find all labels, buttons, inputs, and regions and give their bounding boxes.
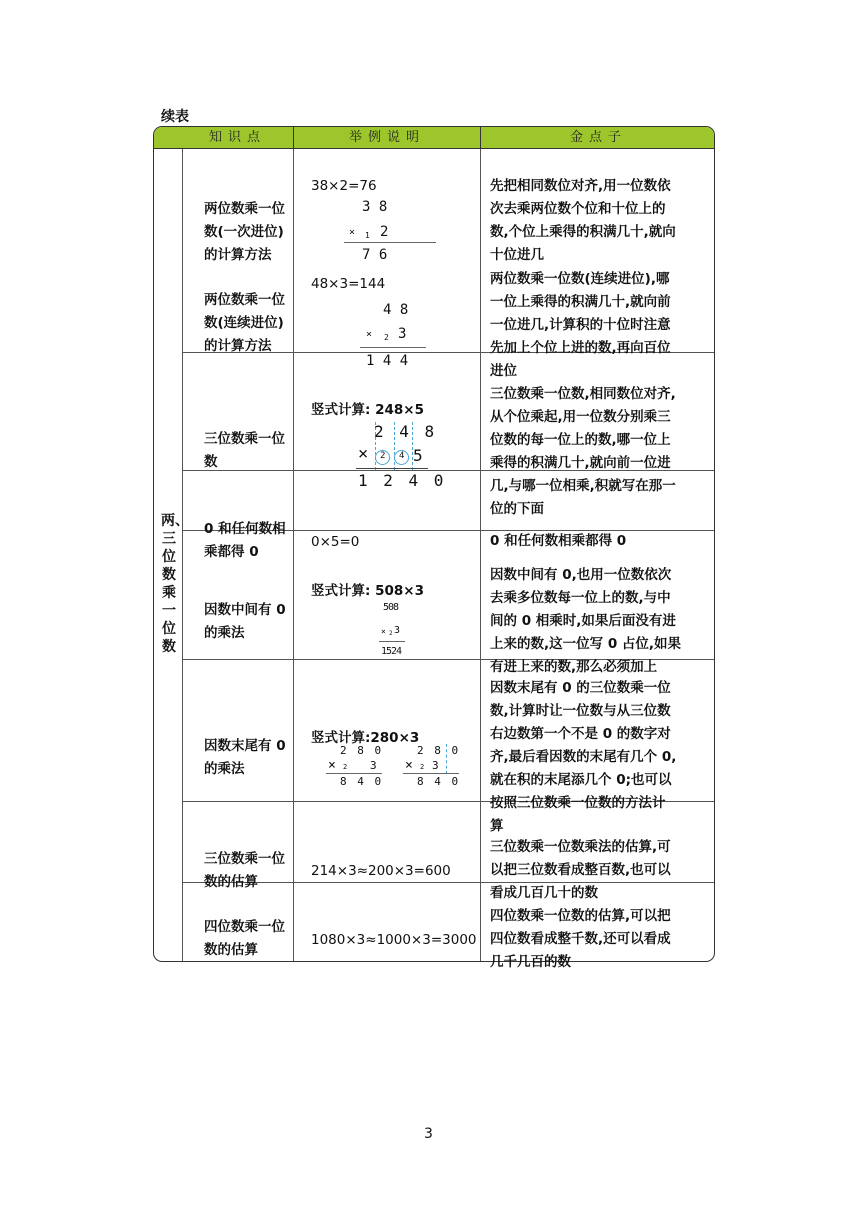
topic-r2-line1: 两位数乘一位 [204,292,285,308]
page-number: 3 [424,1126,433,1142]
tip-r2-line1: 两位数乘一位数(连续进位),哪 [490,271,670,287]
calc3-result: 1 2 4 0 [358,471,447,490]
topic-r3-line2: 数 [204,454,218,470]
topic-r2-line3: 的计算方法 [204,338,272,354]
topic-r8-line1: 四位数乘一位 [204,919,285,935]
calc5-result: 8 4 0 [340,775,384,788]
topic-r7-line1: 三位数乘一位 [204,851,285,867]
calc4-carry: 2 [389,630,393,637]
tip-r3-line3: 位数的每一位上的数,哪一位上 [490,432,671,448]
calc2-mul: × [366,329,373,340]
example-r3: 竖式计算: 248×5 [311,402,424,418]
tip-r2-line5: 进位 [490,363,517,379]
calc4-bottom: 3 [394,625,401,636]
tip-r8-line3: 几千几百的数 [490,954,571,970]
header-example: 举例说明 [348,130,425,145]
category-column [154,149,189,961]
tip-r8-line1: 四位数乘一位数的估算,可以把 [490,908,671,924]
tip-r6-line7: 算 [490,818,504,834]
topic-r1-line2: 数(一次进位) [204,224,284,240]
calc5-carry: 2 [343,763,348,771]
divider [293,149,294,962]
topic-r6-line1: 因数末尾有 0 [204,738,286,754]
tip-r5-line2: 去乘多位数每一位上的数,与中 [490,590,671,606]
calc6-bottom: 3 [432,759,439,772]
tip-r3-line4: 乘得的积满几十,就向前一位进 [490,455,671,471]
topic-r5-line1: 因数中间有 0 [204,602,286,618]
example-r6: 竖式计算:280×3 [311,730,420,746]
tip-r1-line3: 数,个位上乘得的积满几十,就向 [490,224,676,240]
calc1-top: 3 8 [362,199,388,215]
calc2-bottom: 3 [398,326,407,342]
example-r7: 214×3≈200×3=600 [311,863,451,879]
calc5-bottom: 3 [370,759,377,772]
tip-r4-line1: 0 和任何数相乘都得 0 [490,533,627,549]
tip-r2-line2: 一位上乘得的积满几十,就向前 [490,294,671,310]
tip-r7-line2: 以把三位数看成整百数,也可以 [490,862,671,878]
tip-r6-line6: 按照三位数乘一位数的方法计 [490,795,666,811]
header-knowledge: 知识点 [208,130,266,145]
example-r5: 竖式计算: 508×3 [311,583,424,599]
category-label: 两、三位数乘一位数 [161,513,189,655]
header-tips: 金点子 [569,130,627,145]
tip-r2-line4: 先加上个位上进的数,再向百位 [490,340,671,356]
topic-r4-line1: 0 和任何数相 [204,521,286,537]
calc-line [344,242,436,243]
divider [480,127,481,148]
calc4-mul: × [381,627,386,636]
topic-r4-line2: 乘都得 0 [204,544,259,560]
tip-r5-line3: 间的 0 相乘时,如果后面没有进 [490,613,676,629]
calc-line [356,468,428,469]
continued-label: 续表 [161,109,189,125]
tip-r5-line4: 上来的数,这一位写 0 占位,如果 [490,636,682,652]
calc1-result: 7 6 [362,247,388,263]
calc4-top: 508 [383,602,399,613]
divider [293,127,294,148]
calc3-carry2: 4 [399,451,405,461]
calc3-mul: × [358,444,369,464]
example-r8: 1080×3≈1000×3=3000 [311,932,477,948]
tip-r8-line2: 四位数看成整千数,还可以看成 [490,931,671,947]
calc2-top: 4 8 [383,302,409,318]
example-r1: 38×2=76 [311,178,377,194]
tip-r5-line1: 因数中间有 0,也用一位数依次 [490,567,672,583]
tip-r7-line1: 三位数乘一位数乘法的估算,可 [490,839,671,855]
topic-r3-line1: 三位数乘一位 [204,431,285,447]
tip-r6-line2: 数,计算时让一位数与从三位数 [490,703,671,719]
tip-r3-line6: 位的下面 [490,501,544,517]
calc1-mul: × [349,227,356,238]
calc-line [379,641,405,642]
tip-r6-line1: 因数末尾有 0 的三位数乘一位 [490,680,671,696]
calc-line [326,773,382,774]
divider [480,149,481,962]
calc2-result: 1 4 4 [366,353,409,369]
topic-r7-line2: 数的估算 [204,874,258,890]
tip-r2-line3: 一位进几,计算积的十位时注意 [490,317,671,333]
calc3-carry1: 2 [380,451,386,461]
tip-r1-line2: 次去乘两位数个位和十位上的 [490,201,666,217]
calc3-bottom: 5 [413,446,423,465]
topic-r8-line2: 数的估算 [204,942,258,958]
table-header [154,127,714,149]
calc1-carry: 1 [365,231,370,240]
topic-r6-line2: 的乘法 [204,761,245,777]
calc3-area [358,422,447,490]
tip-r6-line3: 右边数第一个不是 0 的数字对 [490,726,671,742]
topic-r1-line1: 两位数乘一位 [204,201,285,217]
tip-r1-line4: 十位进几 [490,247,544,263]
example-r2: 48×3=144 [311,276,386,292]
calc5-top: 2 8 0 [340,744,384,757]
tip-r1-line1: 先把相同数位对齐,用一位数依 [490,178,671,194]
divider [182,882,715,883]
tip-r6-line5: 就在积的末尾添几个 0;也可以 [490,772,672,788]
tip-r3-line2: 从个位乘起,用一位数分别乘三 [490,409,671,425]
calc6-top: 2 8 0 [417,744,461,757]
example-r4: 0×5=0 [311,534,360,550]
calc6-carry: 2 [420,763,425,771]
calc-line [403,773,459,774]
tip-r7-line3: 看成几百几十的数 [490,885,598,901]
tip-r6-line4: 齐,最后看因数的末尾有几个 0, [490,749,677,765]
tip-r3-line5: 几,与哪一位相乘,积就写在那一 [490,478,676,494]
calc-line [360,347,426,348]
tip-r3-line1: 三位数乘一位数,相同数位对齐, [490,386,676,402]
calc2-carry: 2 [384,333,389,342]
calc6-result: 8 4 0 [417,775,461,788]
calc1-bottom: 2 [380,224,389,240]
calc6-mul: × [405,758,413,773]
topic-r1-line3: 的计算方法 [204,247,272,263]
calc5-mul: × [328,758,336,773]
tip-r5-line5: 有进上来的数,那么必须加上 [490,659,658,675]
calc4-result: 1524 [381,646,402,657]
topic-r5-line2: 的乘法 [204,625,245,641]
topic-r2-line2: 数(连续进位) [204,315,284,331]
calc3-top: 2 4 8 [374,422,438,441]
